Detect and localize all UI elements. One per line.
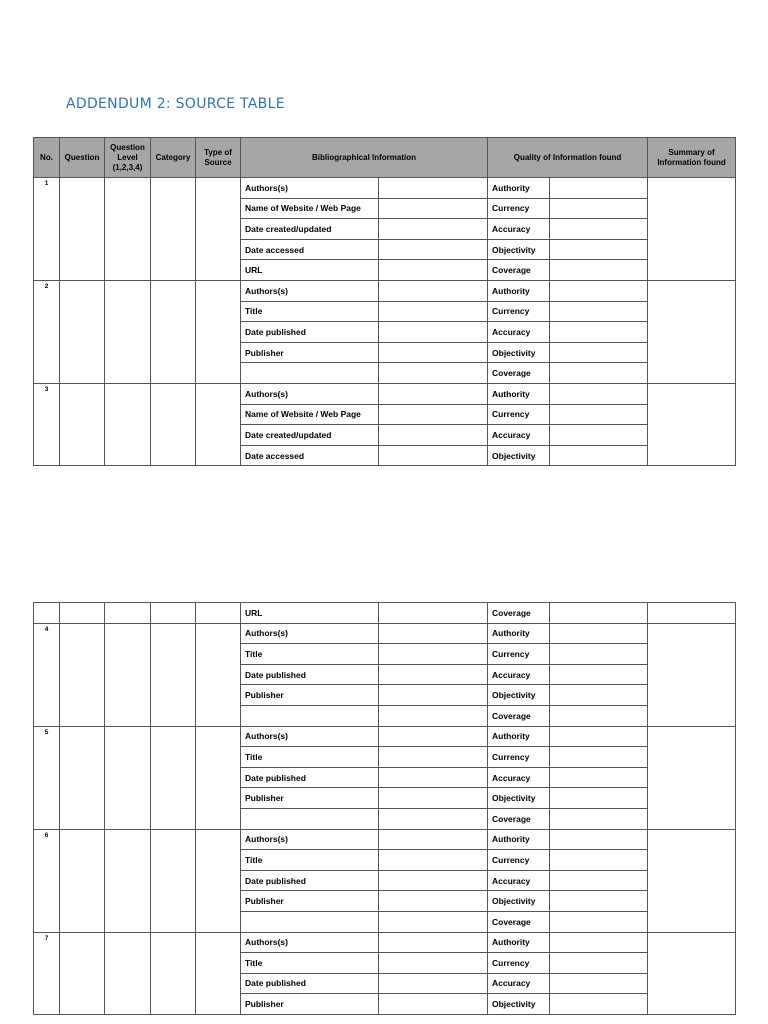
quality-value-cell[interactable] bbox=[550, 363, 648, 384]
biblio-value-cell[interactable] bbox=[379, 260, 488, 281]
biblio-value-cell[interactable] bbox=[379, 891, 488, 912]
source-number: 1 bbox=[34, 178, 60, 281]
quality-label: Currency bbox=[488, 644, 550, 665]
quality-value-cell[interactable] bbox=[550, 705, 648, 726]
quality-label: Coverage bbox=[488, 911, 550, 932]
biblio-value-cell[interactable] bbox=[379, 932, 488, 953]
quality-value-cell[interactable] bbox=[550, 219, 648, 240]
biblio-value-cell[interactable] bbox=[379, 322, 488, 343]
quality-label: Authority bbox=[488, 932, 550, 953]
quality-label: Objectivity bbox=[488, 685, 550, 706]
quality-value-cell[interactable] bbox=[550, 644, 648, 665]
source-1-row bbox=[34, 178, 736, 199]
source-6-row bbox=[34, 829, 736, 850]
source-5-row bbox=[34, 726, 736, 747]
summary-cell[interactable] bbox=[648, 932, 736, 1014]
continuation-row bbox=[34, 603, 736, 624]
cell[interactable] bbox=[105, 603, 151, 624]
biblio-value-cell[interactable] bbox=[379, 425, 488, 446]
biblio-label: URL bbox=[241, 603, 379, 624]
quality-label: Objectivity bbox=[488, 239, 550, 260]
biblio-label: Date created/updated bbox=[241, 219, 379, 240]
quality-label: Coverage bbox=[488, 603, 550, 624]
quality-label: Currency bbox=[488, 404, 550, 425]
quality-label: Authority bbox=[488, 623, 550, 644]
quality-value-cell[interactable] bbox=[550, 994, 648, 1015]
biblio-label: Authors(s) bbox=[241, 623, 379, 644]
cell[interactable] bbox=[151, 603, 196, 624]
quality-value-cell[interactable] bbox=[550, 726, 648, 747]
biblio-label: Date published bbox=[241, 322, 379, 343]
biblio-label: Date published bbox=[241, 870, 379, 891]
biblio-value-cell[interactable] bbox=[379, 850, 488, 871]
biblio-value-cell[interactable] bbox=[379, 726, 488, 747]
question-level-cell[interactable] bbox=[105, 280, 151, 383]
question-level-cell[interactable] bbox=[105, 178, 151, 281]
header-question-level: Question Level (1,2,3,4) bbox=[105, 138, 151, 178]
quality-value-cell[interactable] bbox=[550, 301, 648, 322]
type-of-source-cell[interactable] bbox=[196, 829, 241, 932]
header-summary: Summary of Information found bbox=[648, 138, 736, 178]
source-table-part-2 bbox=[33, 602, 736, 1015]
quality-label: Authority bbox=[488, 726, 550, 747]
biblio-value-cell[interactable] bbox=[379, 705, 488, 726]
quality-label: Accuracy bbox=[488, 973, 550, 994]
category-cell[interactable] bbox=[151, 726, 196, 829]
summary-cell[interactable] bbox=[648, 829, 736, 932]
quality-label: Coverage bbox=[488, 363, 550, 384]
biblio-label: Title bbox=[241, 301, 379, 322]
type-of-source-cell[interactable] bbox=[196, 726, 241, 829]
biblio-value-cell[interactable] bbox=[379, 342, 488, 363]
quality-label: Authority bbox=[488, 383, 550, 404]
biblio-label: Date published bbox=[241, 664, 379, 685]
question-cell[interactable] bbox=[60, 726, 105, 829]
summary-cell[interactable] bbox=[648, 603, 736, 624]
source-number: 6 bbox=[34, 829, 60, 932]
type-of-source-cell[interactable] bbox=[196, 280, 241, 383]
quality-value-cell[interactable] bbox=[550, 445, 648, 466]
quality-label: Accuracy bbox=[488, 870, 550, 891]
biblio-label: Publisher bbox=[241, 891, 379, 912]
summary-cell[interactable] bbox=[648, 280, 736, 383]
quality-label: Objectivity bbox=[488, 788, 550, 809]
biblio-label: Title bbox=[241, 747, 379, 768]
source-number: 7 bbox=[34, 932, 60, 1014]
biblio-value-cell[interactable] bbox=[379, 623, 488, 644]
biblio-label: Date published bbox=[241, 767, 379, 788]
biblio-label bbox=[241, 363, 379, 384]
summary-cell[interactable] bbox=[648, 623, 736, 726]
cell[interactable] bbox=[196, 603, 241, 624]
biblio-value-cell[interactable] bbox=[379, 808, 488, 829]
source-number: 4 bbox=[34, 623, 60, 726]
biblio-value-cell[interactable] bbox=[379, 239, 488, 260]
question-level-cell[interactable] bbox=[105, 932, 151, 1014]
biblio-value-cell[interactable] bbox=[379, 747, 488, 768]
biblio-value-cell[interactable] bbox=[379, 829, 488, 850]
question-cell[interactable] bbox=[60, 623, 105, 726]
quality-label: Currency bbox=[488, 850, 550, 871]
quality-value-cell[interactable] bbox=[550, 911, 648, 932]
biblio-value-cell[interactable] bbox=[379, 219, 488, 240]
quality-value-cell[interactable] bbox=[550, 178, 648, 199]
quality-label: Accuracy bbox=[488, 219, 550, 240]
quality-value-cell[interactable] bbox=[550, 767, 648, 788]
quality-value-cell[interactable] bbox=[550, 322, 648, 343]
biblio-label: Name of Website / Web Page bbox=[241, 198, 379, 219]
biblio-value-cell[interactable] bbox=[379, 301, 488, 322]
quality-value-cell[interactable] bbox=[550, 383, 648, 404]
biblio-label: Date created/updated bbox=[241, 425, 379, 446]
biblio-label: Authors(s) bbox=[241, 383, 379, 404]
quality-value-cell[interactable] bbox=[550, 685, 648, 706]
quality-label: Coverage bbox=[488, 808, 550, 829]
biblio-label: Date accessed bbox=[241, 239, 379, 260]
biblio-value-cell[interactable] bbox=[379, 973, 488, 994]
source-number: 2 bbox=[34, 280, 60, 383]
type-of-source-cell[interactable] bbox=[196, 383, 241, 465]
category-cell[interactable] bbox=[151, 932, 196, 1014]
biblio-value-cell[interactable] bbox=[379, 767, 488, 788]
source-3-row bbox=[34, 383, 736, 404]
biblio-value-cell[interactable] bbox=[379, 363, 488, 384]
biblio-value-cell[interactable] bbox=[379, 870, 488, 891]
biblio-label: URL bbox=[241, 260, 379, 281]
category-cell[interactable] bbox=[151, 623, 196, 726]
quality-label: Authority bbox=[488, 178, 550, 199]
quality-label: Currency bbox=[488, 953, 550, 974]
quality-label: Accuracy bbox=[488, 767, 550, 788]
source-2-row bbox=[34, 280, 736, 301]
header-bibliographical-information: Bibliographical Information bbox=[241, 138, 488, 178]
header-question: Question bbox=[60, 138, 105, 178]
biblio-label: Publisher bbox=[241, 788, 379, 809]
biblio-value-cell[interactable] bbox=[379, 664, 488, 685]
biblio-value-cell[interactable] bbox=[379, 178, 488, 199]
biblio-value-cell[interactable] bbox=[379, 445, 488, 466]
quality-value-cell[interactable] bbox=[550, 623, 648, 644]
biblio-value-cell[interactable] bbox=[379, 404, 488, 425]
header-quality-of-information: Quality of Information found bbox=[488, 138, 648, 178]
cell[interactable] bbox=[34, 603, 60, 624]
category-cell[interactable] bbox=[151, 178, 196, 281]
type-of-source-cell[interactable] bbox=[196, 178, 241, 281]
quality-label: Objectivity bbox=[488, 445, 550, 466]
question-level-cell[interactable] bbox=[105, 623, 151, 726]
question-level-cell[interactable] bbox=[105, 829, 151, 932]
question-cell[interactable] bbox=[60, 932, 105, 1014]
biblio-label: Publisher bbox=[241, 994, 379, 1015]
quality-value-cell[interactable] bbox=[550, 239, 648, 260]
quality-label: Coverage bbox=[488, 705, 550, 726]
quality-label: Accuracy bbox=[488, 322, 550, 343]
biblio-label: Title bbox=[241, 953, 379, 974]
quality-value-cell[interactable] bbox=[550, 788, 648, 809]
quality-label: Objectivity bbox=[488, 891, 550, 912]
biblio-value-cell[interactable] bbox=[379, 685, 488, 706]
biblio-label: Authors(s) bbox=[241, 726, 379, 747]
quality-label: Objectivity bbox=[488, 994, 550, 1015]
type-of-source-cell[interactable] bbox=[196, 623, 241, 726]
quality-label: Accuracy bbox=[488, 664, 550, 685]
biblio-value-cell[interactable] bbox=[379, 198, 488, 219]
question-level-cell[interactable] bbox=[105, 726, 151, 829]
header-type-of-source: Type of Source bbox=[196, 138, 241, 178]
quality-label: Currency bbox=[488, 301, 550, 322]
biblio-value-cell[interactable] bbox=[379, 911, 488, 932]
question-cell[interactable] bbox=[60, 829, 105, 932]
quality-value-cell[interactable] bbox=[550, 664, 648, 685]
source-table-part-1 bbox=[33, 137, 736, 466]
quality-value-cell[interactable] bbox=[550, 342, 648, 363]
header-no: No. bbox=[34, 138, 60, 178]
quality-value-cell[interactable] bbox=[550, 891, 648, 912]
source-7-row bbox=[34, 932, 736, 953]
source-number: 5 bbox=[34, 726, 60, 829]
quality-label: Objectivity bbox=[488, 342, 550, 363]
biblio-value-cell[interactable] bbox=[379, 603, 488, 624]
biblio-label: Date published bbox=[241, 973, 379, 994]
quality-value-cell[interactable] bbox=[550, 603, 648, 624]
quality-value-cell[interactable] bbox=[550, 932, 648, 953]
summary-cell[interactable] bbox=[648, 383, 736, 465]
quality-label: Currency bbox=[488, 747, 550, 768]
quality-label: Authority bbox=[488, 829, 550, 850]
summary-cell[interactable] bbox=[648, 178, 736, 281]
biblio-label: Title bbox=[241, 644, 379, 665]
category-cell[interactable] bbox=[151, 383, 196, 465]
biblio-label: Authors(s) bbox=[241, 280, 379, 301]
question-cell[interactable] bbox=[60, 280, 105, 383]
quality-value-cell[interactable] bbox=[550, 425, 648, 446]
question-cell[interactable] bbox=[60, 178, 105, 281]
biblio-value-cell[interactable] bbox=[379, 994, 488, 1015]
biblio-value-cell[interactable] bbox=[379, 644, 488, 665]
quality-label: Currency bbox=[488, 198, 550, 219]
page-title: ADDENDUM 2: SOURCE TABLE bbox=[66, 96, 285, 112]
category-cell[interactable] bbox=[151, 280, 196, 383]
quality-value-cell[interactable] bbox=[550, 808, 648, 829]
biblio-label: Authors(s) bbox=[241, 178, 379, 199]
type-of-source-cell[interactable] bbox=[196, 932, 241, 1014]
biblio-label: Date accessed bbox=[241, 445, 379, 466]
quality-value-cell[interactable] bbox=[550, 973, 648, 994]
quality-label: Authority bbox=[488, 280, 550, 301]
quality-value-cell[interactable] bbox=[550, 850, 648, 871]
quality-value-cell[interactable] bbox=[550, 870, 648, 891]
quality-value-cell[interactable] bbox=[550, 747, 648, 768]
biblio-value-cell[interactable] bbox=[379, 788, 488, 809]
quality-value-cell[interactable] bbox=[550, 953, 648, 974]
biblio-label bbox=[241, 808, 379, 829]
source-number: 3 bbox=[34, 383, 60, 465]
quality-label: Coverage bbox=[488, 260, 550, 281]
quality-value-cell[interactable] bbox=[550, 198, 648, 219]
quality-value-cell[interactable] bbox=[550, 829, 648, 850]
header-row bbox=[34, 138, 736, 178]
biblio-label: Authors(s) bbox=[241, 829, 379, 850]
cell[interactable] bbox=[60, 603, 105, 624]
biblio-value-cell[interactable] bbox=[379, 280, 488, 301]
biblio-label: Publisher bbox=[241, 342, 379, 363]
quality-value-cell[interactable] bbox=[550, 404, 648, 425]
biblio-label bbox=[241, 911, 379, 932]
header-category: Category bbox=[151, 138, 196, 178]
question-level-cell[interactable] bbox=[105, 383, 151, 465]
category-cell[interactable] bbox=[151, 829, 196, 932]
biblio-label bbox=[241, 705, 379, 726]
source-4-row bbox=[34, 623, 736, 644]
biblio-label: Authors(s) bbox=[241, 932, 379, 953]
quality-value-cell[interactable] bbox=[550, 280, 648, 301]
biblio-value-cell[interactable] bbox=[379, 953, 488, 974]
biblio-label: Name of Website / Web Page bbox=[241, 404, 379, 425]
summary-cell[interactable] bbox=[648, 726, 736, 829]
quality-value-cell[interactable] bbox=[550, 260, 648, 281]
biblio-value-cell[interactable] bbox=[379, 383, 488, 404]
biblio-label: Title bbox=[241, 850, 379, 871]
question-cell[interactable] bbox=[60, 383, 105, 465]
biblio-label: Publisher bbox=[241, 685, 379, 706]
quality-label: Accuracy bbox=[488, 425, 550, 446]
